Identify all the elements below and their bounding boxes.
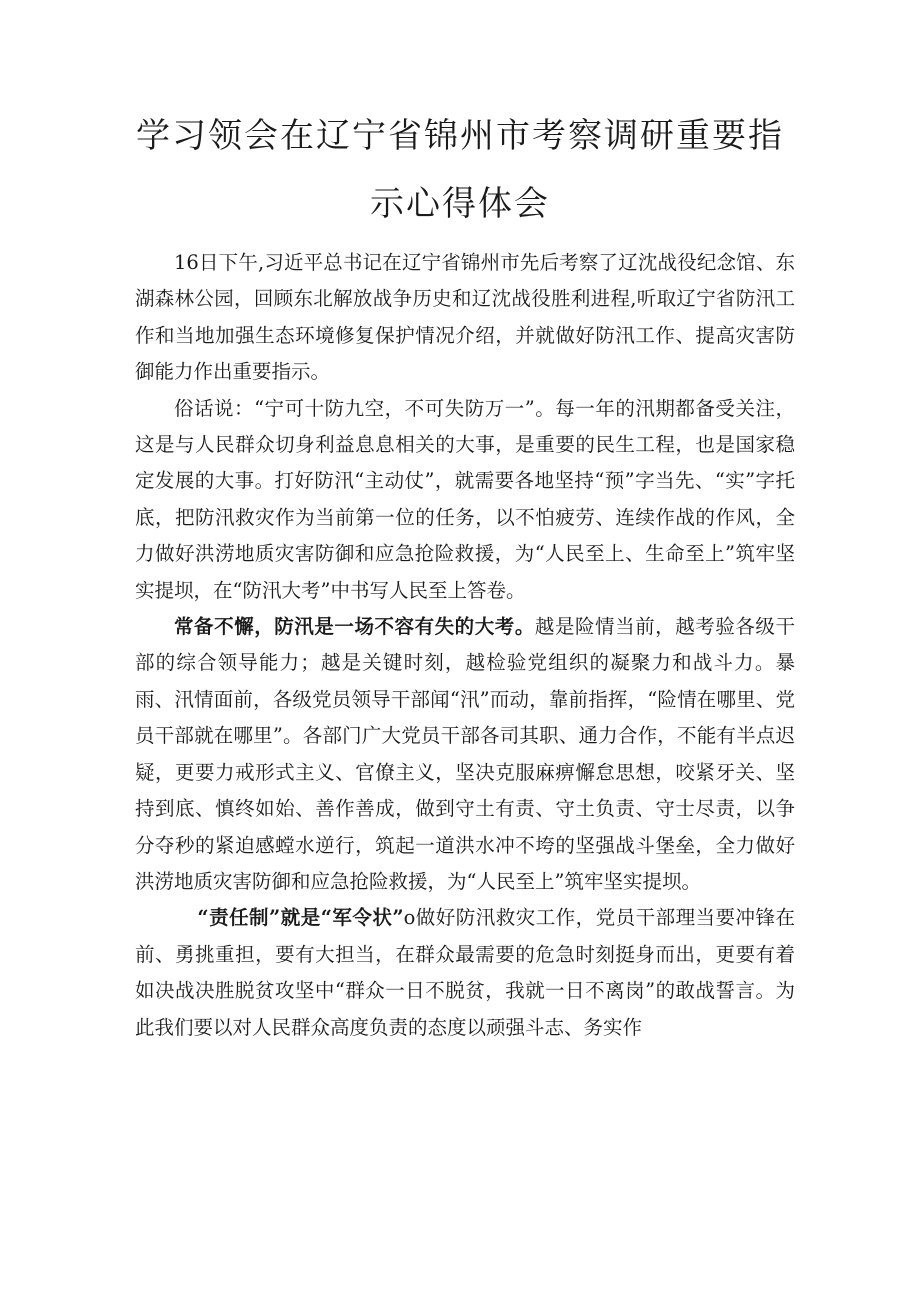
- paragraph-3-text: 越是险情当前，越考验各级干部的综合领导能力；越是关键时刻，越检验党组织的凝聚力和战斗力。暴雨、汛情面前，各级党员领导干部闻“汛”而动，靠前指挥，“险情在哪里、党员干部就在哪里”。各部门广大党员干部各司其职、通力合作，不能有半点迟疑，更要力戒形式主义、官僚主义，坚决克服麻痹懈怠思想，咬紧牙关、坚持到底、慎终如始、善作善成，做到守土有责、守土负责、守士尽责，以争分夺秒的紧迫感螳水逆行，筑起一道洪水冲不垮的坚强战斗堡垒，全力做好洪涝地质灾害防御和应急抢险救援，为“人民至上”筑牢坚实提坝。: [135, 615, 795, 893]
- paragraph-4: [135, 900, 795, 1046]
- paragraph-2: [135, 391, 795, 609]
- paragraph-2-text: 俗话说：“宁可十防九空，不可失防万一”。每一年的汛期都备受关注，这是与人民群众切身利益息息相关的大事，是重要的民生工程，也是国家稳定发展的大事。打好防汛“主动仗”，就需要各地坚持“预”字当先、“实”字托底，把防汛救灾作为当前第一位的任务，以不怕疲劳、连续作战的作风，全力做好洪涝地质灾害防御和应急抢险救援，为“人民至上、生命至上”筑牢坚实提坝，在“防汛大考”中书写人民至上答卷。: [135, 396, 795, 602]
- paragraph-1: [135, 245, 795, 391]
- paragraph-3: [135, 609, 795, 900]
- document-body: [135, 245, 795, 1046]
- paragraph-4-lead: “责任制”就是“军令状”: [197, 906, 404, 930]
- paragraph-4-text: o做好防汛救灾工作，党员干部理当要冲锋在前、勇挑重担，要有大担当，在群众最需要的危急时刻挺身而出，更要有着如决战决胜脱贫攻坚中“群众一日不脱贫，我就一日不离岗”的敢战誓言。为此我们要以对人民群众高度负责的态度以顽强斗志、务实作: [135, 906, 795, 1039]
- paragraph-3-lead: 常备不懈，防汛是一场不容有失的大考。: [174, 615, 535, 639]
- document-title-line-2: 示心得体会: [370, 184, 550, 224]
- document-title-line-1: 学习领会在辽宁省锦州市考察调研重要指: [136, 116, 784, 156]
- paragraph-1-text: 16日下午,习近平总书记在辽宁省锦州市先后考察了辽沈战役纪念馆、东湖森林公园，回顾东北解放战争历史和辽沈战役胜利进程,听取辽宁省防汛工作和当地加强生态环境修复保护情况介绍，并就做好防汛工作、提高灾害防御能力作出重要指示。: [135, 251, 795, 384]
